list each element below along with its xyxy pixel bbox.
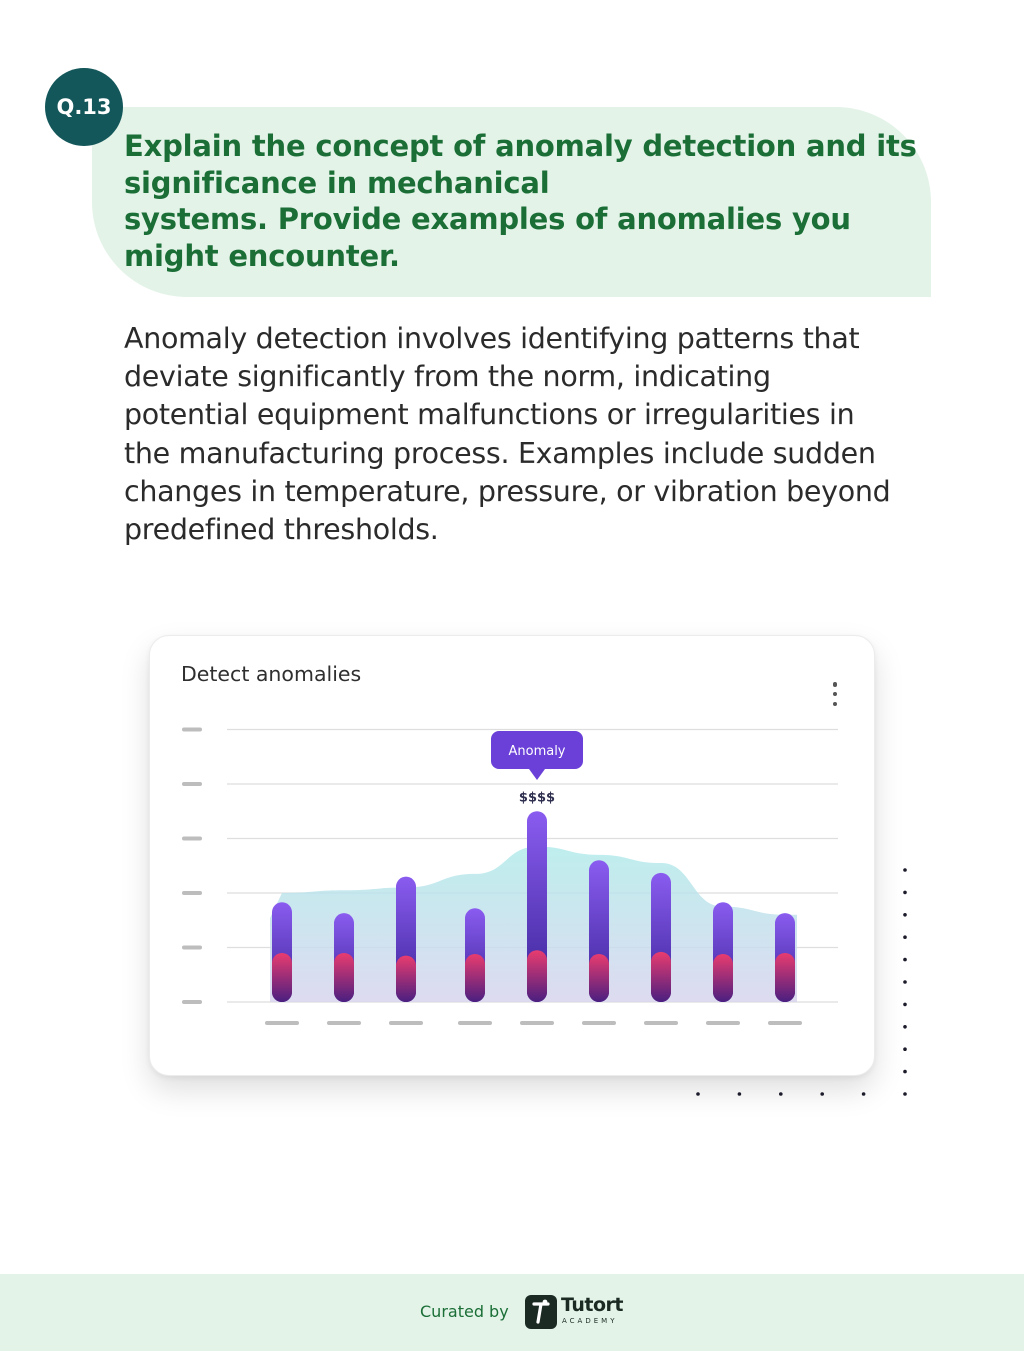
- bar-base-segment: [527, 950, 547, 1002]
- question-text: [124, 128, 924, 274]
- bar-base-segment: [589, 954, 609, 1002]
- answer-text: [124, 320, 944, 549]
- tutort-logo-name: Tutort: [561, 1294, 623, 1316]
- decorative-dot: [903, 935, 907, 939]
- answer-line: deviate significantly from the norm, indicating: [124, 360, 771, 394]
- answer-line: changes in temperature, pressure, or vibration beyond: [124, 474, 891, 508]
- tutort-logo-subtitle: ACADEMY: [562, 1317, 618, 1325]
- decorative-dot: [903, 891, 907, 895]
- decorative-dot: [903, 1047, 907, 1051]
- anomaly-value-label: $$$$: [518, 790, 556, 806]
- decorative-dot: [738, 1092, 742, 1096]
- anomaly-label: Anomaly: [508, 744, 566, 759]
- decorative-dot: [903, 1025, 907, 1029]
- decorative-dot: [903, 980, 907, 984]
- decorative-dot: [862, 1092, 866, 1096]
- decorative-dot: [696, 1092, 700, 1096]
- anomaly-tooltip-pointer: [529, 769, 545, 780]
- bar-base-segment: [396, 956, 416, 1002]
- decorative-dot: [903, 1003, 907, 1007]
- curated-by-label: Curated by: [420, 1302, 509, 1321]
- bar-base-segment: [334, 953, 354, 1002]
- question-line: Explain the concept of anomaly detection and its: [124, 129, 917, 163]
- decorative-dot: [779, 1092, 783, 1096]
- bar-base-segment: [272, 953, 292, 1002]
- question-line: systems. Provide examples of anomalies you: [124, 202, 851, 237]
- decorative-dot-grid: [680, 860, 920, 1105]
- answer-line: the manufacturing process. Examples include sudden: [124, 436, 876, 470]
- answer-line: potential equipment malfunctions or irregularities in: [124, 398, 855, 432]
- decorative-dot: [820, 1092, 824, 1096]
- bar-base-segment: [651, 952, 671, 1002]
- tutort-logo-icon: [525, 1295, 557, 1329]
- decorative-dot: [903, 958, 907, 962]
- question-line: might encounter.: [124, 238, 400, 273]
- bar-base-segment: [465, 954, 485, 1002]
- more-options-icon[interactable]: [830, 682, 840, 706]
- answer-line: Anomaly detection involves identifying patterns that: [124, 322, 860, 355]
- question-number-badge: [45, 68, 123, 146]
- question-number: Q.13: [56, 95, 112, 119]
- footer: [0, 1274, 1024, 1351]
- decorative-dot: [903, 1092, 907, 1096]
- chart-title: Detect anomalies: [181, 662, 362, 686]
- decorative-dot: [903, 1070, 907, 1074]
- decorative-dot: [903, 913, 907, 917]
- decorative-dot: [903, 868, 907, 872]
- answer-line: predefined thresholds.: [124, 513, 439, 547]
- question-line: significance in mechanical: [124, 165, 550, 200]
